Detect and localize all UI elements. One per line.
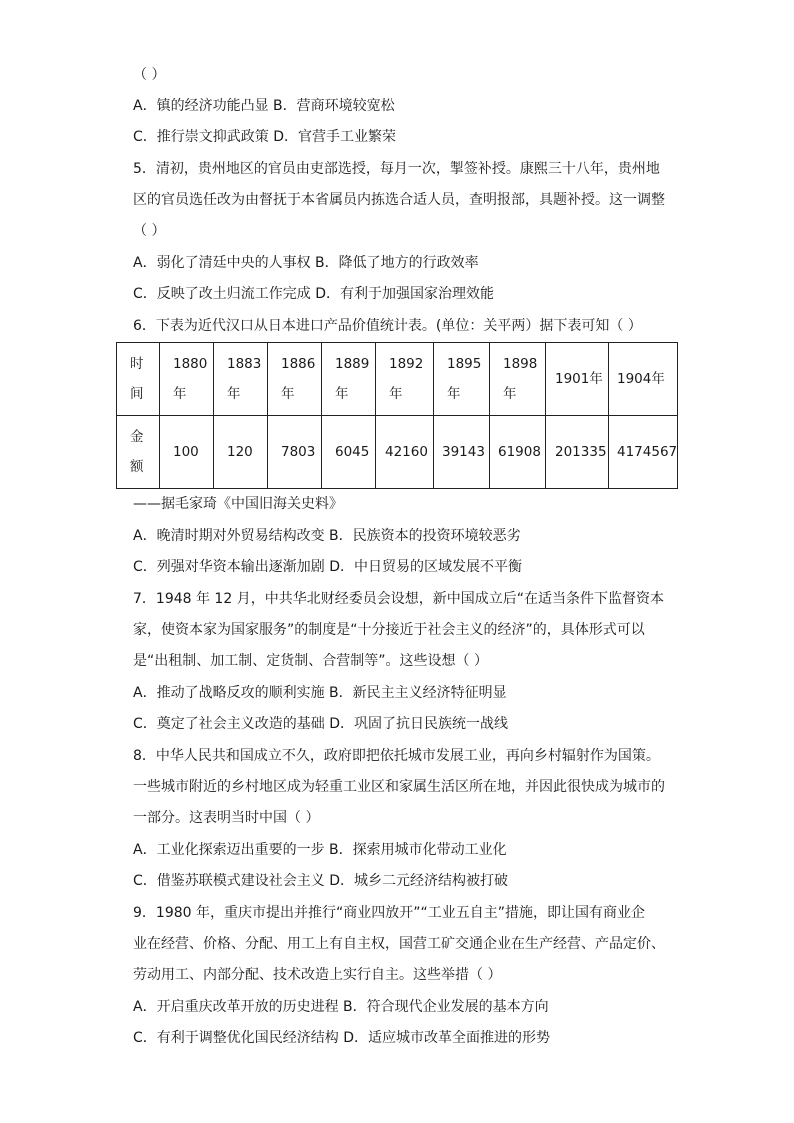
q9-stem-line3: 劳动用工、内部分配、技术改造上实行自主。这些举措（ ） xyxy=(133,967,502,983)
table-cell-amount: 7803 xyxy=(268,416,322,489)
q4-options-ab: A．镇的经济功能凸显 B．营商环境较宽松 xyxy=(133,98,395,114)
table-row-amounts xyxy=(117,416,678,489)
table-cell-year: 1901年 xyxy=(546,343,609,416)
q9-stem-line1: 9．1980 年，重庆市提出并推行“商业四放开”“工业五自主”措施，即让国有商业企 xyxy=(133,905,645,921)
table-cell-year: 1886 年 xyxy=(268,343,322,416)
q7-stem-line1: 7．1948 年 12 月，中共华北财经委员会设想，新中国成立后“在适当条件下监督资本 xyxy=(133,591,664,607)
q8-options-cd: C．借鉴苏联模式建设社会主义 D．城乡二元经济结构被打破 xyxy=(133,873,509,889)
table-cell-year: 1895 年 xyxy=(434,343,490,416)
table-cell-amount: 6045 xyxy=(322,416,376,489)
table-cell-year: 1883 年 xyxy=(214,343,268,416)
table-cell-amount: 4174567 xyxy=(609,416,678,489)
q8-stem-line3: 一部分。这表明当时中国（ ） xyxy=(133,810,320,826)
q7-stem-line3: 是“出租制、加工制、定货制、合营制等”。这些设想（ ） xyxy=(133,653,488,669)
table-cell-amount: 39143 xyxy=(434,416,490,489)
import-value-table xyxy=(116,342,678,489)
q5-paren: （ ） xyxy=(133,223,166,239)
table-cell-year: 1889 年 xyxy=(322,343,376,416)
table-cell-header: 时 间 xyxy=(117,343,160,416)
q4-options-cd: C．推行崇文抑武政策 D．官营手工业繁荣 xyxy=(133,129,397,145)
q9-options-ab: A．开启重庆改革开放的历史进程 B．符合现代企业发展的基本方向 xyxy=(133,999,549,1015)
table-cell-header: 金 额 xyxy=(117,416,160,489)
table-cell-amount: 42160 xyxy=(376,416,434,489)
q9-stem-line2: 业在经营、价格、分配、用工上有自主权，国营工矿交通企业在生产经营、产品定价、 xyxy=(133,936,665,952)
q8-stem-line2: 一些城市附近的乡村地区成为轻重工业区和家属生活区所在地，并因此很快成为城市的 xyxy=(133,779,665,795)
q5-options-cd: C．反映了改土归流工作完成 D．有利于加强国家治理效能 xyxy=(133,286,495,302)
table-cell-year: 1904年 xyxy=(609,343,678,416)
line-q4-paren: （ ） xyxy=(133,67,166,83)
table-cell-year: 1898 年 xyxy=(490,343,546,416)
q5-stem-line1: 5．清初，贵州地区的官员由吏部选授，每月一次，掣签补授。康熙三十八年，贵州地 xyxy=(133,161,660,177)
table-cell-year: 1892 年 xyxy=(376,343,434,416)
table-row-years xyxy=(117,343,678,416)
q6-stem: 6．下表为近代汉口从日本进口产品价值统计表。(单位：关平两）据下表可知（ ） xyxy=(133,318,642,334)
table-cell-amount: 61908 xyxy=(490,416,546,489)
q6-options-cd: C．列强对华资本输出逐渐加剧 D．中日贸易的区域发展不平衡 xyxy=(133,559,523,575)
q9-options-cd: C．有利于调整优化国民经济结构 D．适应城市改革全面推进的形势 xyxy=(133,1030,551,1046)
q7-options-cd: C．奠定了社会主义改造的基础 D．巩固了抗日民族统一战线 xyxy=(133,716,509,732)
q8-stem-line1: 8．中华人民共和国成立不久，政府即把依托城市发展工业，再向乡村辐射作为国策。 xyxy=(133,748,660,764)
table-cell-year: 1880 年 xyxy=(160,343,214,416)
table-source: ——据毛家琦《中国旧海关史料》 xyxy=(133,496,343,512)
q7-stem-line2: 家，使资本家为国家服务”的制度是“十分接近于社会主义的经济”的，具体形式可以 xyxy=(133,622,645,638)
table-cell-amount: 201335 xyxy=(546,416,609,489)
q8-options-ab: A．工业化探索迈出重要的一步 B．探索用城市化带动工业化 xyxy=(133,842,507,858)
table-cell-amount: 120 xyxy=(214,416,268,489)
q5-stem-line2: 区的官员选任改为由督抚于本省属员内拣选合适人员，查明报部，具题补授。这一调整 xyxy=(133,192,665,208)
q5-options-ab: A．弱化了清廷中央的人事权 B．降低了地方的行政效率 xyxy=(133,255,479,271)
q7-options-ab: A．推动了战略反攻的顺利实施 B．新民主主义经济特征明显 xyxy=(133,685,507,701)
table-cell-amount: 100 xyxy=(160,416,214,489)
q6-options-ab: A．晚清时期对外贸易结构改变 B．民族资本的投资环境较恶劣 xyxy=(133,528,521,544)
